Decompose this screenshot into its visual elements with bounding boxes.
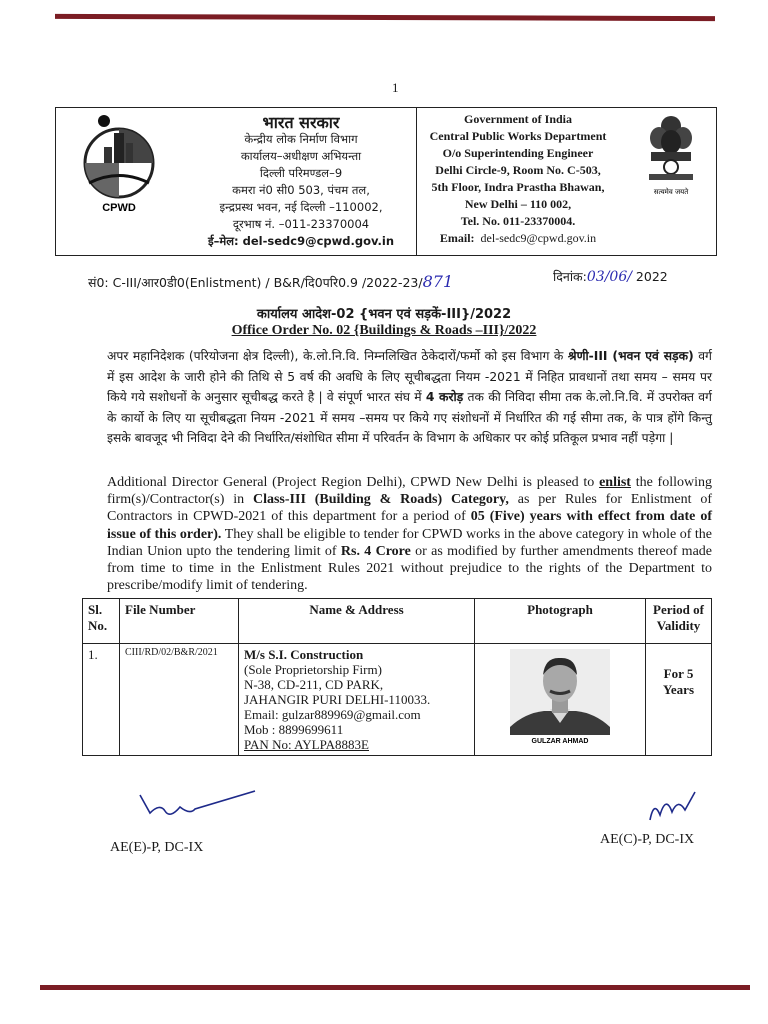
english-letterhead [418, 111, 618, 247]
person-photo-icon [510, 649, 610, 745]
english-line-2: Central Public Works Department [429, 129, 607, 143]
address-line-1: N-38, CD-211, CD PARK, [244, 677, 384, 692]
firm-name: M/s S.I. Construction [244, 647, 364, 662]
right-signature-icon [640, 790, 700, 830]
photo-caption: GULZAR AHMAD [531, 738, 589, 745]
hindi-line-3: कार्यालय–अधीक्षण अभियन्ता [240, 149, 362, 163]
firm-type: (Sole Proprietorship Firm) [244, 662, 382, 677]
cell-validity: For 5 Years [646, 644, 712, 756]
page-number: 1 [392, 80, 399, 95]
english-line-3: O/o Superintending Engineer [442, 146, 594, 160]
cpwd-logo-icon [74, 113, 164, 213]
header-file-number: File Number [120, 599, 239, 644]
hindi-line-2: केन्द्रीय लोक निर्माण विभाग [244, 132, 358, 146]
hindi-line-8: ई–मेल: del-sedc9@cpwd.gov.in [207, 234, 395, 248]
pan-number: PAN No: AYLPA8883E [244, 737, 369, 752]
header-name-address: Name & Address [239, 599, 475, 644]
hindi-letterhead [186, 114, 416, 250]
order-title-english: Office Order No. 02 {Buildings & Roads –III}/2022 [231, 323, 537, 338]
hindi-line-7: दूरभाष नं. –011-23370004 [232, 217, 370, 231]
reference-number: सं0: C-III/आर0डी0(Enlistment) / B&R/दि0परि0.9 /2022-23/871 [88, 272, 454, 291]
mobile: Mob : 8899699611 [244, 722, 344, 737]
header-photograph: Photograph [475, 599, 646, 644]
header-divider [416, 108, 417, 255]
logo-text: CPWD [102, 202, 136, 213]
hindi-paragraph: अपर महानिदेशक (परियोजना क्षेत्र दिल्ली), के.लो.नि.वि. निम्नलिखित ठेकेदारों/फर्मो को इस विभाग के श्रेणी-III (भवन एवं सड़क) वर्ग में इस आदेश के जारी होने की तिथि से 5 वर्ष की अवधि के लिए सूचीबद्धता नियम -2021 में निहित प्रावधानों तथा समय – समय पर किये गये सशोधनों के अनुसार सूचीबद्ध करते है | वे संपूर्ण भारत संघ में 4 करोड़ तक की निविदा सीमा तक के.लो.नि.वि. में उपरोक्त वर्ग के कार्यो के लिए या सूचीबद्धता नियम -2021 में समय –समय पर किये गए संशोधनों में निर्धारित की गई सीमा तक, के पात्र होंगे किन्तु इसके बावजूद भी निविदा देने की निर्धारित/संशोधित सीमा में परिवर्तन के विभाग के अधिकार पर कोई प्रतिकूल प्रभाव नहीं पड़ेगा | [107, 349, 712, 445]
english-line-6: New Delhi – 110 002, [464, 197, 572, 211]
contractor-table [82, 598, 712, 756]
date-handwritten: 03/06/ [586, 269, 632, 285]
header-sl: Sl. No. [83, 599, 120, 644]
cell-photograph [475, 644, 646, 756]
english-line-1: Government of India [464, 112, 572, 126]
english-line-7: Tel. No. 011-23370004. [460, 214, 576, 228]
hindi-line-4: दिल्ली परिमण्डल–9 [259, 166, 343, 180]
table-row [83, 644, 712, 756]
english-line-4: Delhi Circle-9, Room No. C-503, [435, 163, 601, 177]
passport-photo [510, 649, 610, 745]
order-title-hindi: कार्यालय आदेश-02 {भवन एवं सड़कें-III}/2022 [256, 307, 512, 322]
address-line-2: JAHANGIR PURI DELHI-110033. [244, 692, 431, 707]
cell-sl: 1. [83, 644, 120, 756]
hindi-line-1: भारत सरकार [262, 113, 340, 132]
emblem-text: सत्यमेव जयते [653, 188, 689, 196]
english-paragraph: Additional Director General (Project Region Delhi), CPWD New Delhi is pleased to enlist the following firm(s)/Contractor(s) in Class-III (Building & Roads) Category, as per Rules for Enlistment of Contractors in CPWD-2021 of this department for a period of 05 (Five) years with effect from date of issue of this order). They shall be eligible to tender for CPWD works in the above category in whole of the Indian Union upto the tendering limit of Rs. 4 Crore or as modified by further amendments thereof made from time to time in the Enlistment Rules 2021 without prejudice to the rights of the Department to prescribe/modify limit of tendering. [107, 475, 713, 594]
national-emblem-icon [641, 112, 701, 198]
english-line-5: 5th Floor, Indra Prastha Bhawan, [431, 180, 605, 194]
letterhead [55, 107, 717, 256]
hindi-line-6: इन्द्रप्रस्थ भवन, नई दिल्ली –110002, [219, 200, 383, 214]
email: Email: gulzar889969@gmail.com [244, 707, 421, 722]
left-signatory: AE(E)-P, DC-IX [110, 840, 204, 855]
table-header-row [83, 599, 712, 644]
english-line-8: Email: del-sedc9@cpwd.gov.in [439, 231, 597, 245]
cell-name-address [239, 644, 475, 756]
bottom-border-line [40, 985, 750, 990]
top-border-line [55, 14, 715, 21]
hindi-line-5: कमरा नं0 सी0 503, पंचम तल, [232, 183, 370, 197]
cell-file-number: CIII/RD/02/B&R/2021 [120, 644, 239, 756]
order-date: दिनांक:03/06/ 2022 [553, 269, 668, 285]
reference-handwritten: 871 [422, 272, 454, 291]
left-signature-icon [135, 785, 265, 835]
right-signatory: AE(C)-P, DC-IX [600, 832, 695, 847]
header-validity: Period of Validity [646, 599, 712, 644]
